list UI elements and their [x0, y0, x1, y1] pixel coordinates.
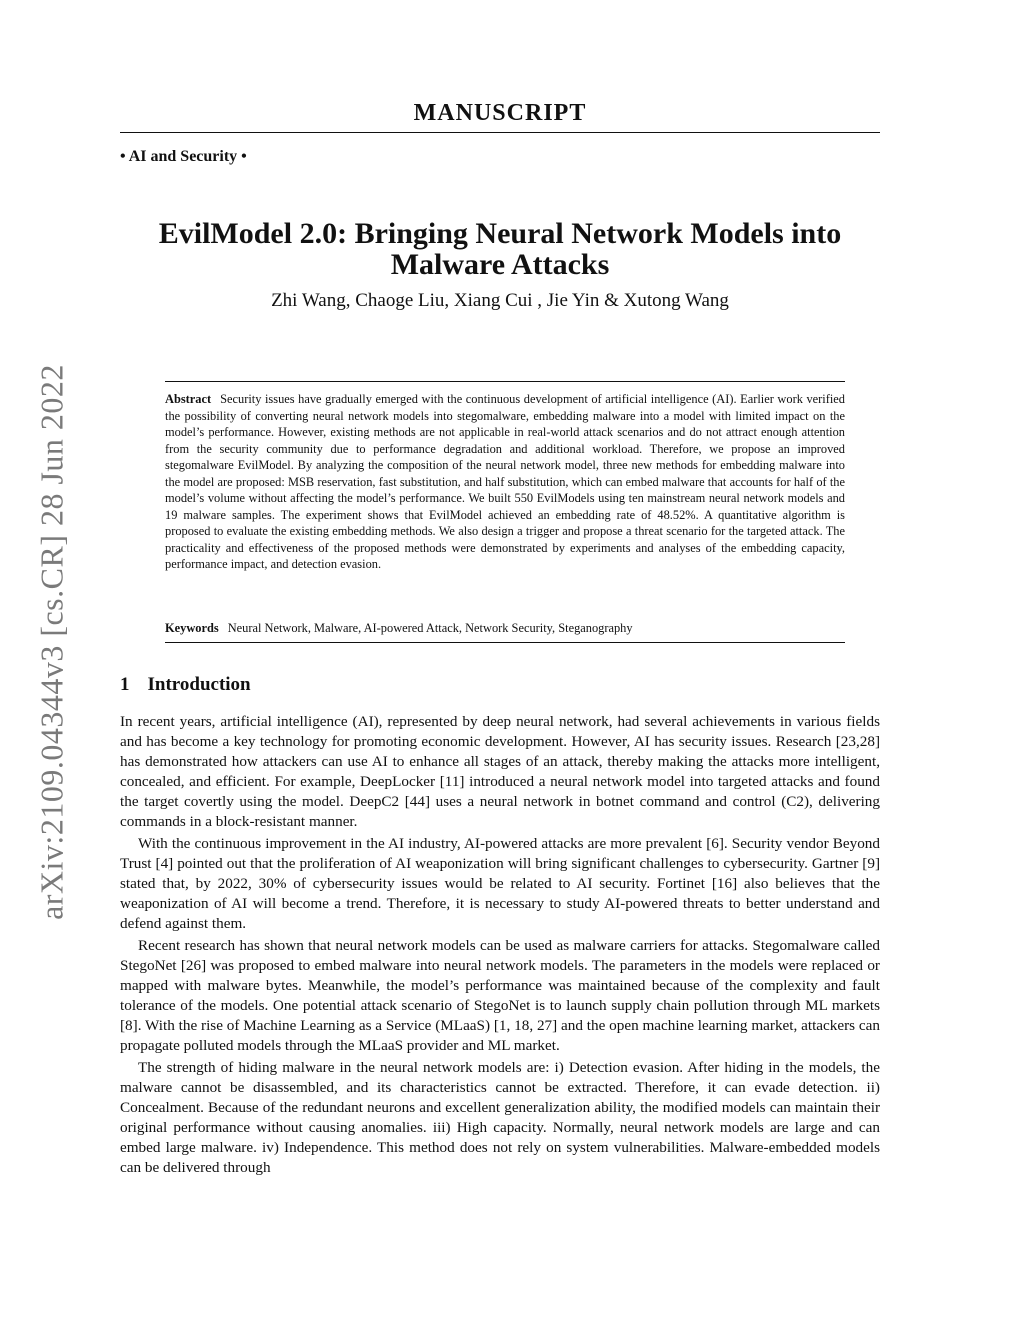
section-number: 1 — [120, 674, 130, 695]
category-label: • AI and Security • — [120, 148, 247, 165]
abstract-heading: Abstract — [165, 392, 212, 406]
keywords-block — [165, 621, 845, 636]
header-rule — [120, 132, 880, 133]
paragraph: In recent years, artificial intelligence (AI), represented by deep neural network, had several achievements in various fields and has become a key technology for promoting economic development. However, AI has security issues. Research [23,28] has demonstrated how attackers can use AI to enhance all stages of an attack, thereby making the attacks more intelligent, concealed, and efficient. For example, DeepLocker [11] introduced a neural network model into targeted attacks and found the target covertly using the model. DeepC2 [44] uses a neural network in botnet command and control (C2), delivering commands in a block-resistant manner. — [120, 713, 880, 830]
abstract-block — [165, 391, 845, 573]
abstract-top-rule — [165, 381, 845, 382]
running-header: MANUSCRIPT — [413, 100, 587, 126]
abstract-text: Security issues have gradually emerged with the continuous development of artificial intelligence (AI). Earlier work verified the possibility of converting neural network models into stegomalware, embedding malware into a model with limited impact on the model’s performance. However, existing methods are not applicable in real-world attack scenarios and do not attract enough attention from the security community due to performance degradation and additional workload. Therefore, we propose an improved stegomalware EvilModel. By analyzing the composition of the neural network model, three new methods for embedding malware into the model are proposed: MSB reservation, fast substitution, and half substitution, which can embed malware that accounts for half of the model’s volume without affecting the model’s performance. We built 550 EvilModels using ten mainstream neural network models and 19 malware samples. The experiment shows that EvilModel achieved an embedding rate of 48.52%. A quantitative algorithm is proposed to evaluate the existing embedding methods. We also design a trigger and propose a threat scenario for the targeted attack. The practicality and effectiveness of the proposed methods were demonstrated by experiments and analyses of the embedding capacity, performance impact, and detection evasion. — [165, 392, 845, 571]
section-title: Introduction — [147, 674, 251, 695]
keywords-heading: Keywords — [165, 621, 219, 635]
body-text — [120, 712, 880, 1180]
arxiv-identifier-text: arXiv:2109.04344v3 [cs.CR] 28 Jun 2022 — [33, 364, 70, 920]
paragraph: The strength of hiding malware in the neural network models are: i) Detection evasion. After hiding in the models, the malware cannot be disassembled, and its characteristics cannot be extracted. Therefore, it can evade detection. ii) Concealment. Because of the redundant neurons and excellent generalization ability, the modified models can maintain their original performance without causing anomalies. iii) High capacity. Normally, neural network models are large and can embed large malware. iv) Independence. This method does not rely on system vulnerabilities. Malware-embedded models can be delivered through — [120, 1059, 880, 1176]
section-heading — [120, 674, 251, 696]
paragraph: Recent research has shown that neural network models can be used as malware carriers for attacks. Stegomalware called StegoNet [26] was proposed to embed malware into neural network models. The parameters in the models were replaced or mapped with malware bytes. Meanwhile, the model’s performance was maintained because of the complexity and fault tolerance of the models. One potential attack scenario of StegoNet is to launch supply chain pollution through ML markets [8]. With the rise of Machine Learning as a Service (MLaaS) [1, 18, 27] and the open machine learning market, attackers can propagate polluted models through the MLaaS provider and ML market. — [120, 937, 880, 1054]
author-list: Zhi Wang, Chaoge Liu, Xiang Cui , Jie Yin & Xutong Wang — [271, 290, 729, 311]
keywords-text: Neural Network, Malware, AI-powered Attack, Network Security, Steganography — [227, 621, 633, 635]
paragraph: With the continuous improvement in the AI industry, AI-powered attacks are more prevalent [6]. Security vendor Beyond Trust [4] pointed out that the proliferation of AI weaponization will bring significant challenges to cybersecurity. Gartner [9] stated that, by 2022, 30% of cybersecurity issues would be related to AI security. Fortinet [16] also believes that the weaponization of AI will become a trend. Therefore, it is necessary to study AI-powered threats to better understand and defend against them. — [120, 835, 880, 932]
paper-title: EvilModel 2.0: Bringing Neural Network Models into Malware Attacks — [158, 217, 842, 281]
abstract-bottom-rule — [165, 642, 845, 643]
